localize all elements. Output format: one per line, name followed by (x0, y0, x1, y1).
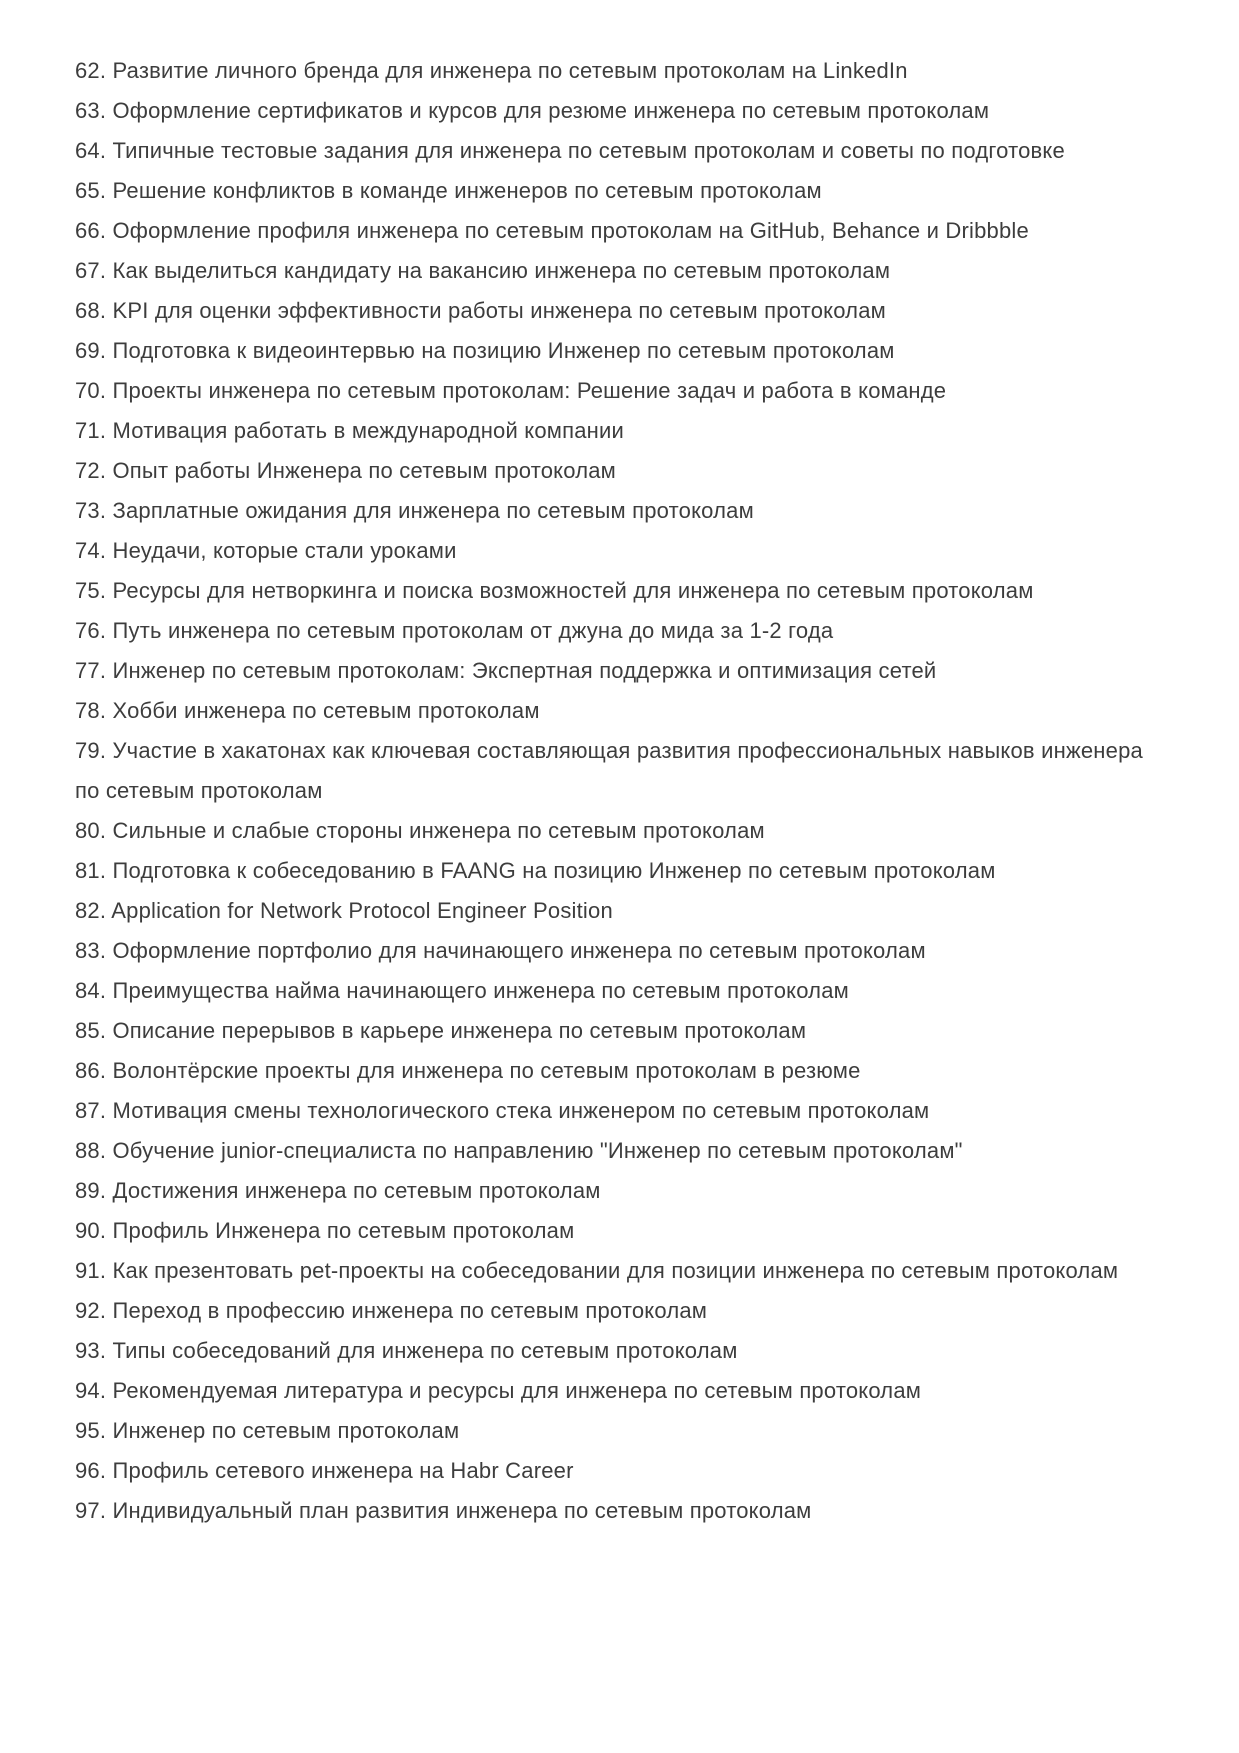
list-item (75, 611, 1155, 651)
list-item (75, 51, 1155, 91)
list-item (75, 1131, 1155, 1171)
list-item (75, 1411, 1155, 1451)
list-item-number: 64. (75, 138, 107, 163)
list-item-text: Решение конфликтов в команде инженеров по сетевым протоколам (112, 178, 822, 203)
list-item-number: 91. (75, 1258, 107, 1283)
list-item-text: Application for Network Protocol Engineer Position (111, 898, 613, 923)
list-item (75, 891, 1155, 931)
list-item-number: 74. (75, 538, 107, 563)
list-item-text: Как выделиться кандидату на вакансию инженера по сетевым протоколам (112, 258, 891, 283)
list-item-text: Типичные тестовые задания для инженера по сетевым протоколам и советы по подготовке (112, 138, 1065, 163)
list-item-text: Мотивация смены технологического стека инженером по сетевым протоколам (112, 1098, 930, 1123)
list-item-text: Типы собеседований для инженера по сетевым протоколам (112, 1338, 738, 1363)
list-item (75, 491, 1155, 531)
list-item-number: 79. (75, 738, 107, 763)
list-item (75, 251, 1155, 291)
list-item-number: 89. (75, 1178, 107, 1203)
list-item-text: Проекты инженера по сетевым протоколам: Решение задач и работа в команде (112, 378, 947, 403)
list-item-text: Индивидуальный план развития инженера по сетевым протоколам (112, 1498, 812, 1523)
list-item-text: Опыт работы Инженера по сетевым протоколам (112, 458, 616, 483)
list-item-text: Оформление сертификатов и курсов для резюме инженера по сетевым протоколам (112, 98, 990, 123)
list-item-text: Описание перерывов в карьере инженера по сетевым протоколам (112, 1018, 807, 1043)
list-item (75, 331, 1155, 371)
list-item (75, 731, 1155, 811)
list-item-number: 82. (75, 898, 107, 923)
list-item (75, 1331, 1155, 1371)
list-item-number: 95. (75, 1418, 107, 1443)
list-item-number: 92. (75, 1298, 107, 1323)
list-item (75, 291, 1155, 331)
list-item-text: Профиль Инженера по сетевым протоколам (112, 1218, 575, 1243)
list-item (75, 91, 1155, 131)
list-item-number: 70. (75, 378, 107, 403)
list-item-text: Неудачи, которые стали уроками (112, 538, 457, 563)
list-item-number: 69. (75, 338, 107, 363)
list-item-text: Преимущества найма начинающего инженера по сетевым протоколам (112, 978, 849, 1003)
list-item-text: Хобби инженера по сетевым протоколам (112, 698, 540, 723)
list-item (75, 1451, 1155, 1491)
list-item (75, 171, 1155, 211)
list-item-number: 81. (75, 858, 107, 883)
list-item-text: Путь инженера по сетевым протоколам от джуна до мида за 1-2 года (112, 618, 834, 643)
list-item-text: Как презентовать pet-проекты на собеседовании для позиции инженера по сетевым протоколам (112, 1258, 1119, 1283)
list-item (75, 571, 1155, 611)
list-item-text: Мотивация работать в международной компании (112, 418, 625, 443)
list-item (75, 1011, 1155, 1051)
list-item-number: 93. (75, 1338, 107, 1363)
list-item (75, 851, 1155, 891)
list-item-text: Подготовка к собеседованию в FAANG на позицию Инженер по сетевым протоколам (112, 858, 996, 883)
list-item-number: 72. (75, 458, 107, 483)
list-item-text: Профиль сетевого инженера на Habr Career (112, 1458, 574, 1483)
list-item (75, 651, 1155, 691)
list-item-number: 85. (75, 1018, 107, 1043)
list-item (75, 811, 1155, 851)
list-item (75, 931, 1155, 971)
list-item-text: Сильные и слабые стороны инженера по сетевым протоколам (112, 818, 765, 843)
list-item-number: 90. (75, 1218, 107, 1243)
list-item (75, 1491, 1155, 1531)
list-item-number: 77. (75, 658, 107, 683)
list-item-number: 73. (75, 498, 107, 523)
list-item-text: Рекомендуемая литература и ресурсы для инженера по сетевым протоколам (112, 1378, 922, 1403)
list-item-text: Инженер по сетевым протоколам: Экспертная поддержка и оптимизация сетей (112, 658, 937, 683)
list-item-text: Оформление портфолио для начинающего инженера по сетевым протоколам (112, 938, 926, 963)
list-item-number: 66. (75, 218, 107, 243)
list-item (75, 1051, 1155, 1091)
list-item-text: Волонтёрские проекты для инженера по сетевым протоколам в резюме (112, 1058, 861, 1083)
list-item-text: Зарплатные ожидания для инженера по сетевым протоколам (112, 498, 754, 523)
list-item (75, 411, 1155, 451)
list-item-number: 76. (75, 618, 107, 643)
list-item (75, 371, 1155, 411)
list-item-number: 78. (75, 698, 107, 723)
list-item-number: 62. (75, 58, 107, 83)
list-item-number: 86. (75, 1058, 107, 1083)
list-item-text: Инженер по сетевым протоколам (112, 1418, 460, 1443)
list-item-number: 63. (75, 98, 107, 123)
list-item-number: 71. (75, 418, 107, 443)
list-item (75, 531, 1155, 571)
list-item-text: Обучение junior-специалиста по направлению "Инженер по сетевым протоколам" (112, 1138, 963, 1163)
list-item-number: 87. (75, 1098, 107, 1123)
list-item-number: 65. (75, 178, 107, 203)
list-item (75, 131, 1155, 171)
list-item (75, 1211, 1155, 1251)
list-item-text: Оформление профиля инженера по сетевым протоколам на GitHub, Behance и Dribbble (112, 218, 1029, 243)
list-item-number: 84. (75, 978, 107, 1003)
list-item (75, 691, 1155, 731)
numbered-list (75, 51, 1155, 1531)
list-item (75, 1251, 1155, 1291)
list-item-text: KPI для оценки эффективности работы инженера по сетевым протоколам (112, 298, 886, 323)
list-item-number: 67. (75, 258, 107, 283)
list-item-text: Достижения инженера по сетевым протоколам (112, 1178, 601, 1203)
list-item (75, 1291, 1155, 1331)
list-item-text: Развитие личного бренда для инженера по сетевым протоколам на LinkedIn (112, 58, 908, 83)
list-item (75, 1171, 1155, 1211)
list-item-number: 80. (75, 818, 107, 843)
list-item (75, 1091, 1155, 1131)
list-item-number: 83. (75, 938, 107, 963)
list-item-text: Участие в хакатонах как ключевая составляющая развития профессиональных навыков инженера по сетевым протоколам (75, 738, 1143, 803)
list-item-number: 75. (75, 578, 107, 603)
list-item (75, 451, 1155, 491)
list-item-text: Переход в профессию инженера по сетевым протоколам (112, 1298, 708, 1323)
list-item (75, 971, 1155, 1011)
list-item (75, 211, 1155, 251)
list-item-number: 94. (75, 1378, 107, 1403)
list-item-number: 68. (75, 298, 107, 323)
list-item-number: 88. (75, 1138, 107, 1163)
list-item-text: Ресурсы для нетворкинга и поиска возможностей для инженера по сетевым протоколам (112, 578, 1034, 603)
list-item-text: Подготовка к видеоинтервью на позицию Инженер по сетевым протоколам (112, 338, 895, 363)
list-item-number: 96. (75, 1458, 107, 1483)
list-item-number: 97. (75, 1498, 107, 1523)
list-item (75, 1371, 1155, 1411)
